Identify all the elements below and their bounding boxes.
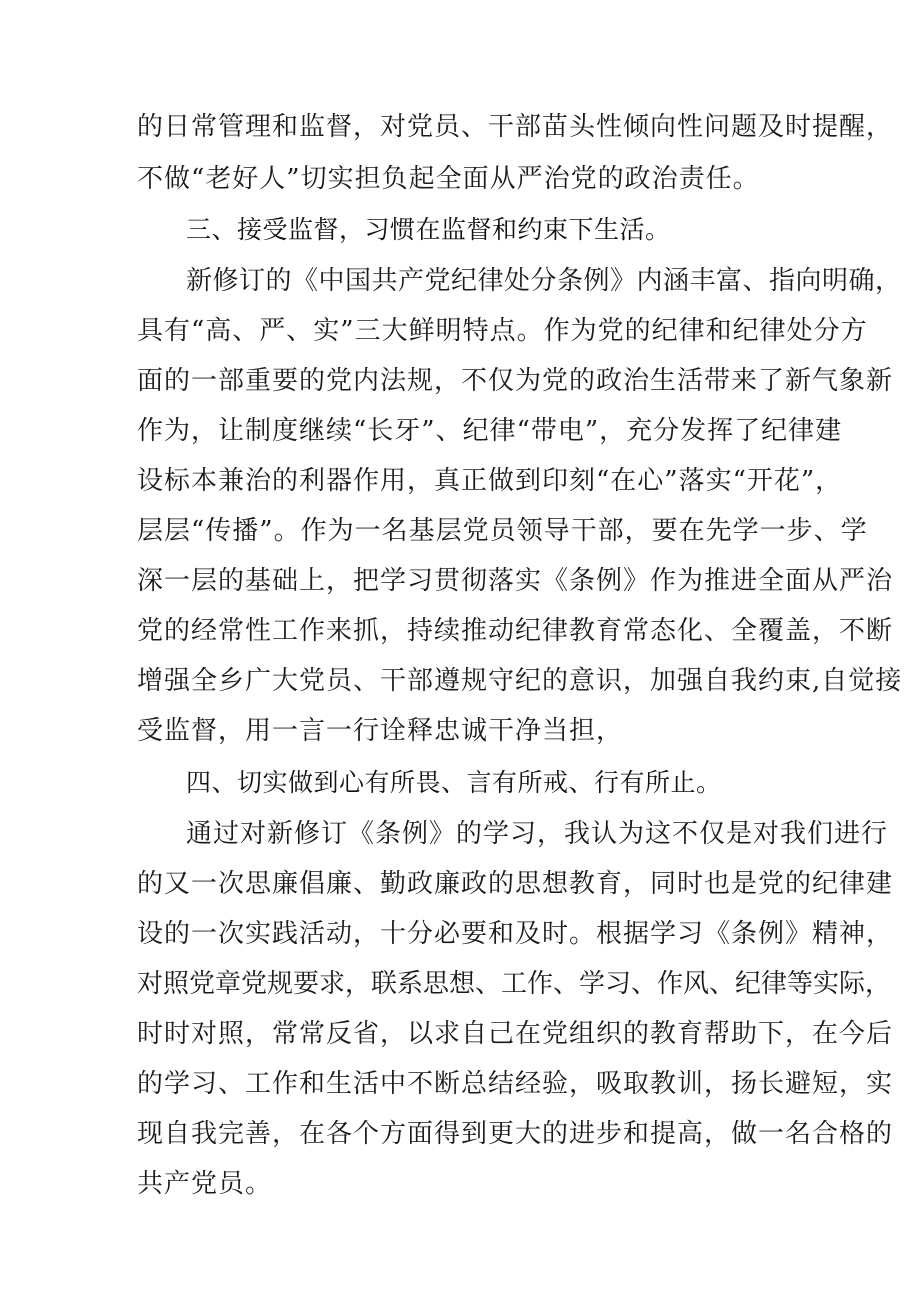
paragraph-line: 时时对照，常常反省，以求自己在党组织的教育帮助下，在今后 (137, 1019, 894, 1049)
paragraph-line: 受监督，用一言一行诠释忠诚干净当担， (137, 716, 624, 746)
paragraph-line: 通过对新修订《条例》的学习，我认为这不仅是对我们进行 (186, 819, 889, 849)
paragraph-line: 设的一次实践活动，十分必要和及时。根据学习《条例》精神， (137, 919, 894, 949)
paragraph-line: 共产党员。 (137, 1169, 273, 1199)
paragraph-line: 的学习、工作和生活中不断总结经验，吸取教训，扬长避短，实 (137, 1069, 894, 1099)
section-heading-3: 三、接受监督，习惯在监督和约束下生活。 (186, 215, 671, 244)
paragraph-line: 设标本兼治的利器作用，真正做到印刻“在心”落实“开花”， (137, 466, 843, 496)
paragraph-line: 对照党章党规要求，联系思想、工作、学习、作风、纪律等实际， (137, 969, 892, 999)
paragraph-line: 深一层的基础上，把学习贯彻落实《条例》作为推进全面从严治 (137, 566, 894, 596)
paragraph-line: 面的一部重要的党内法规，不仅为党的政治生活带来了新气象新 (137, 366, 894, 396)
paragraph-line: 党的经常性工作来抓，持续推动纪律教育常态化、全覆盖，不断 (137, 616, 894, 646)
paragraph-line: 现自我完善，在各个方面得到更大的进步和提高，做一名合格的 (137, 1119, 894, 1149)
paragraph-line: 层层“传播”。作为一名基层党员领导干部，要在先学一步、学 (137, 516, 868, 546)
paragraph-line: 具有“高、严、实”三大鲜明特点。作为党的纪律和纪律处分方 (137, 316, 868, 346)
paragraph-line: 的又一次思廉倡廉、勤政廉政的思想教育，同时也是党的纪律建 (137, 869, 894, 899)
paragraph-line: 的日常管理和监督，对党员、干部苗头性倾向性问题及时提醒， (137, 112, 894, 142)
paragraph-line: 新修订的《中国共产党纪律处分条例》内涵丰富、指向明确， (186, 266, 902, 296)
paragraph-line: 增强全乡广大党员、干部遵规守纪的意识，加强自我约束,自觉接 (137, 666, 903, 696)
paragraph-line: 作为，让制度继续“长牙”、纪律“带电”，充分发挥了纪律建 (137, 416, 843, 446)
paragraph-line: 不做“老好人”切实担负起全面从严治党的政治责任。 (137, 164, 760, 194)
section-heading-4: 四、切实做到心有所畏、言有所戒、行有所止。 (186, 768, 722, 797)
